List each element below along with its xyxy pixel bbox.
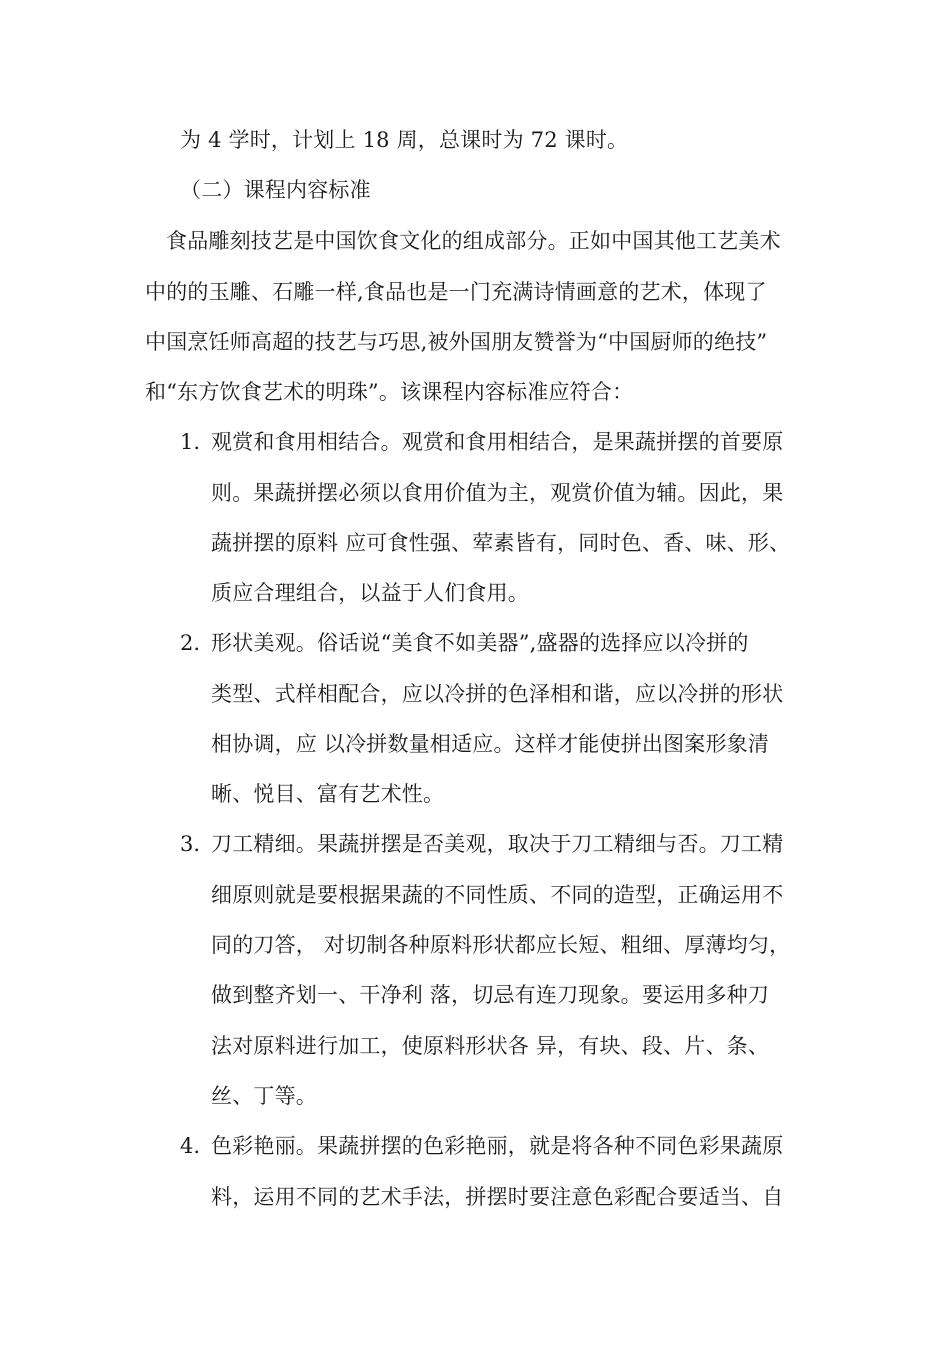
list-item-line: 类型、式样相配合，应以冷拼的色泽相和谐，应以冷拼的形状 bbox=[211, 682, 784, 706]
list-item-number: 2. bbox=[180, 631, 201, 655]
list-item-line: 蔬拼摆的原料 应可食性强、荤素皆有，同时色、香、味、形、 bbox=[211, 531, 791, 555]
list-item-line: 相协调，应 以冷拼数量相适应。这样才能使拼出图案形象清 bbox=[211, 732, 770, 756]
list-item-line: 晰、悦目、富有艺术性。 bbox=[211, 782, 445, 806]
paragraph-line: 中的的玉雕、石雕一样,食品也是一门充满诗情画意的艺术，体现了 bbox=[145, 280, 767, 304]
list-item-line: 观赏和食用相结合。观赏和食用相结合，是果蔬拼摆的首要原 bbox=[211, 430, 784, 454]
list-item-line: 丝、丁等。 bbox=[211, 1084, 317, 1108]
list-item-number: 4. bbox=[180, 1134, 201, 1158]
paragraph-line: 中国烹饪师高超的技艺与巧思,被外国朋友赞誉为“中国厨师的绝技” bbox=[145, 330, 768, 354]
list-item-line: 同的刀答， 对切制各种原料形状都应长短、粗细、厚薄均匀， bbox=[211, 933, 791, 957]
list-item-line: 法对原料进行加工，使原料形状各 异，有块、段、片、条、 bbox=[211, 1034, 770, 1058]
paragraph-line: 食品雕刻技艺是中国饮食文化的组成部分。正如中国其他工艺美术 bbox=[166, 229, 781, 253]
intro-tail-line: 为 4 学时，计划上 18 周，总课时为 72 课时。 bbox=[180, 128, 629, 152]
section-heading: （二）课程内容标准 bbox=[180, 178, 371, 202]
list-item-line: 形状美观。俗话说“美食不如美器”,盛器的选择应以冷拼的 bbox=[211, 631, 749, 655]
list-item-number: 1. bbox=[180, 430, 201, 454]
list-item-number: 3. bbox=[180, 832, 201, 856]
list-item-line: 细原则就是要根据果蔬的不同性质、不同的造型，正确运用不 bbox=[211, 883, 784, 907]
list-item-line: 质应合理组合，以益于人们食用。 bbox=[211, 581, 529, 605]
list-item-line: 刀工精细。果蔬拼摆是否美观，取决于刀工精细与否。刀工精 bbox=[211, 832, 784, 856]
list-item-line: 色彩艳丽。果蔬拼摆的色彩艳丽，就是将各种不同色彩果蔬原 bbox=[211, 1134, 784, 1158]
list-item-line: 做到整齐划一、干净利 落，切忌有连刀现象。要运用多种刀 bbox=[211, 983, 770, 1007]
list-item-line: 料，运用不同的艺术手法，拼摆时要注意色彩配合要适当、自 bbox=[211, 1185, 784, 1209]
list-item-line: 则。果蔬拼摆必须以食用价值为主，观赏价值为辅。因此，果 bbox=[211, 481, 784, 505]
paragraph-line: 和“东方饮食艺术的明珠”。该课程内容标准应符合： bbox=[145, 380, 634, 404]
